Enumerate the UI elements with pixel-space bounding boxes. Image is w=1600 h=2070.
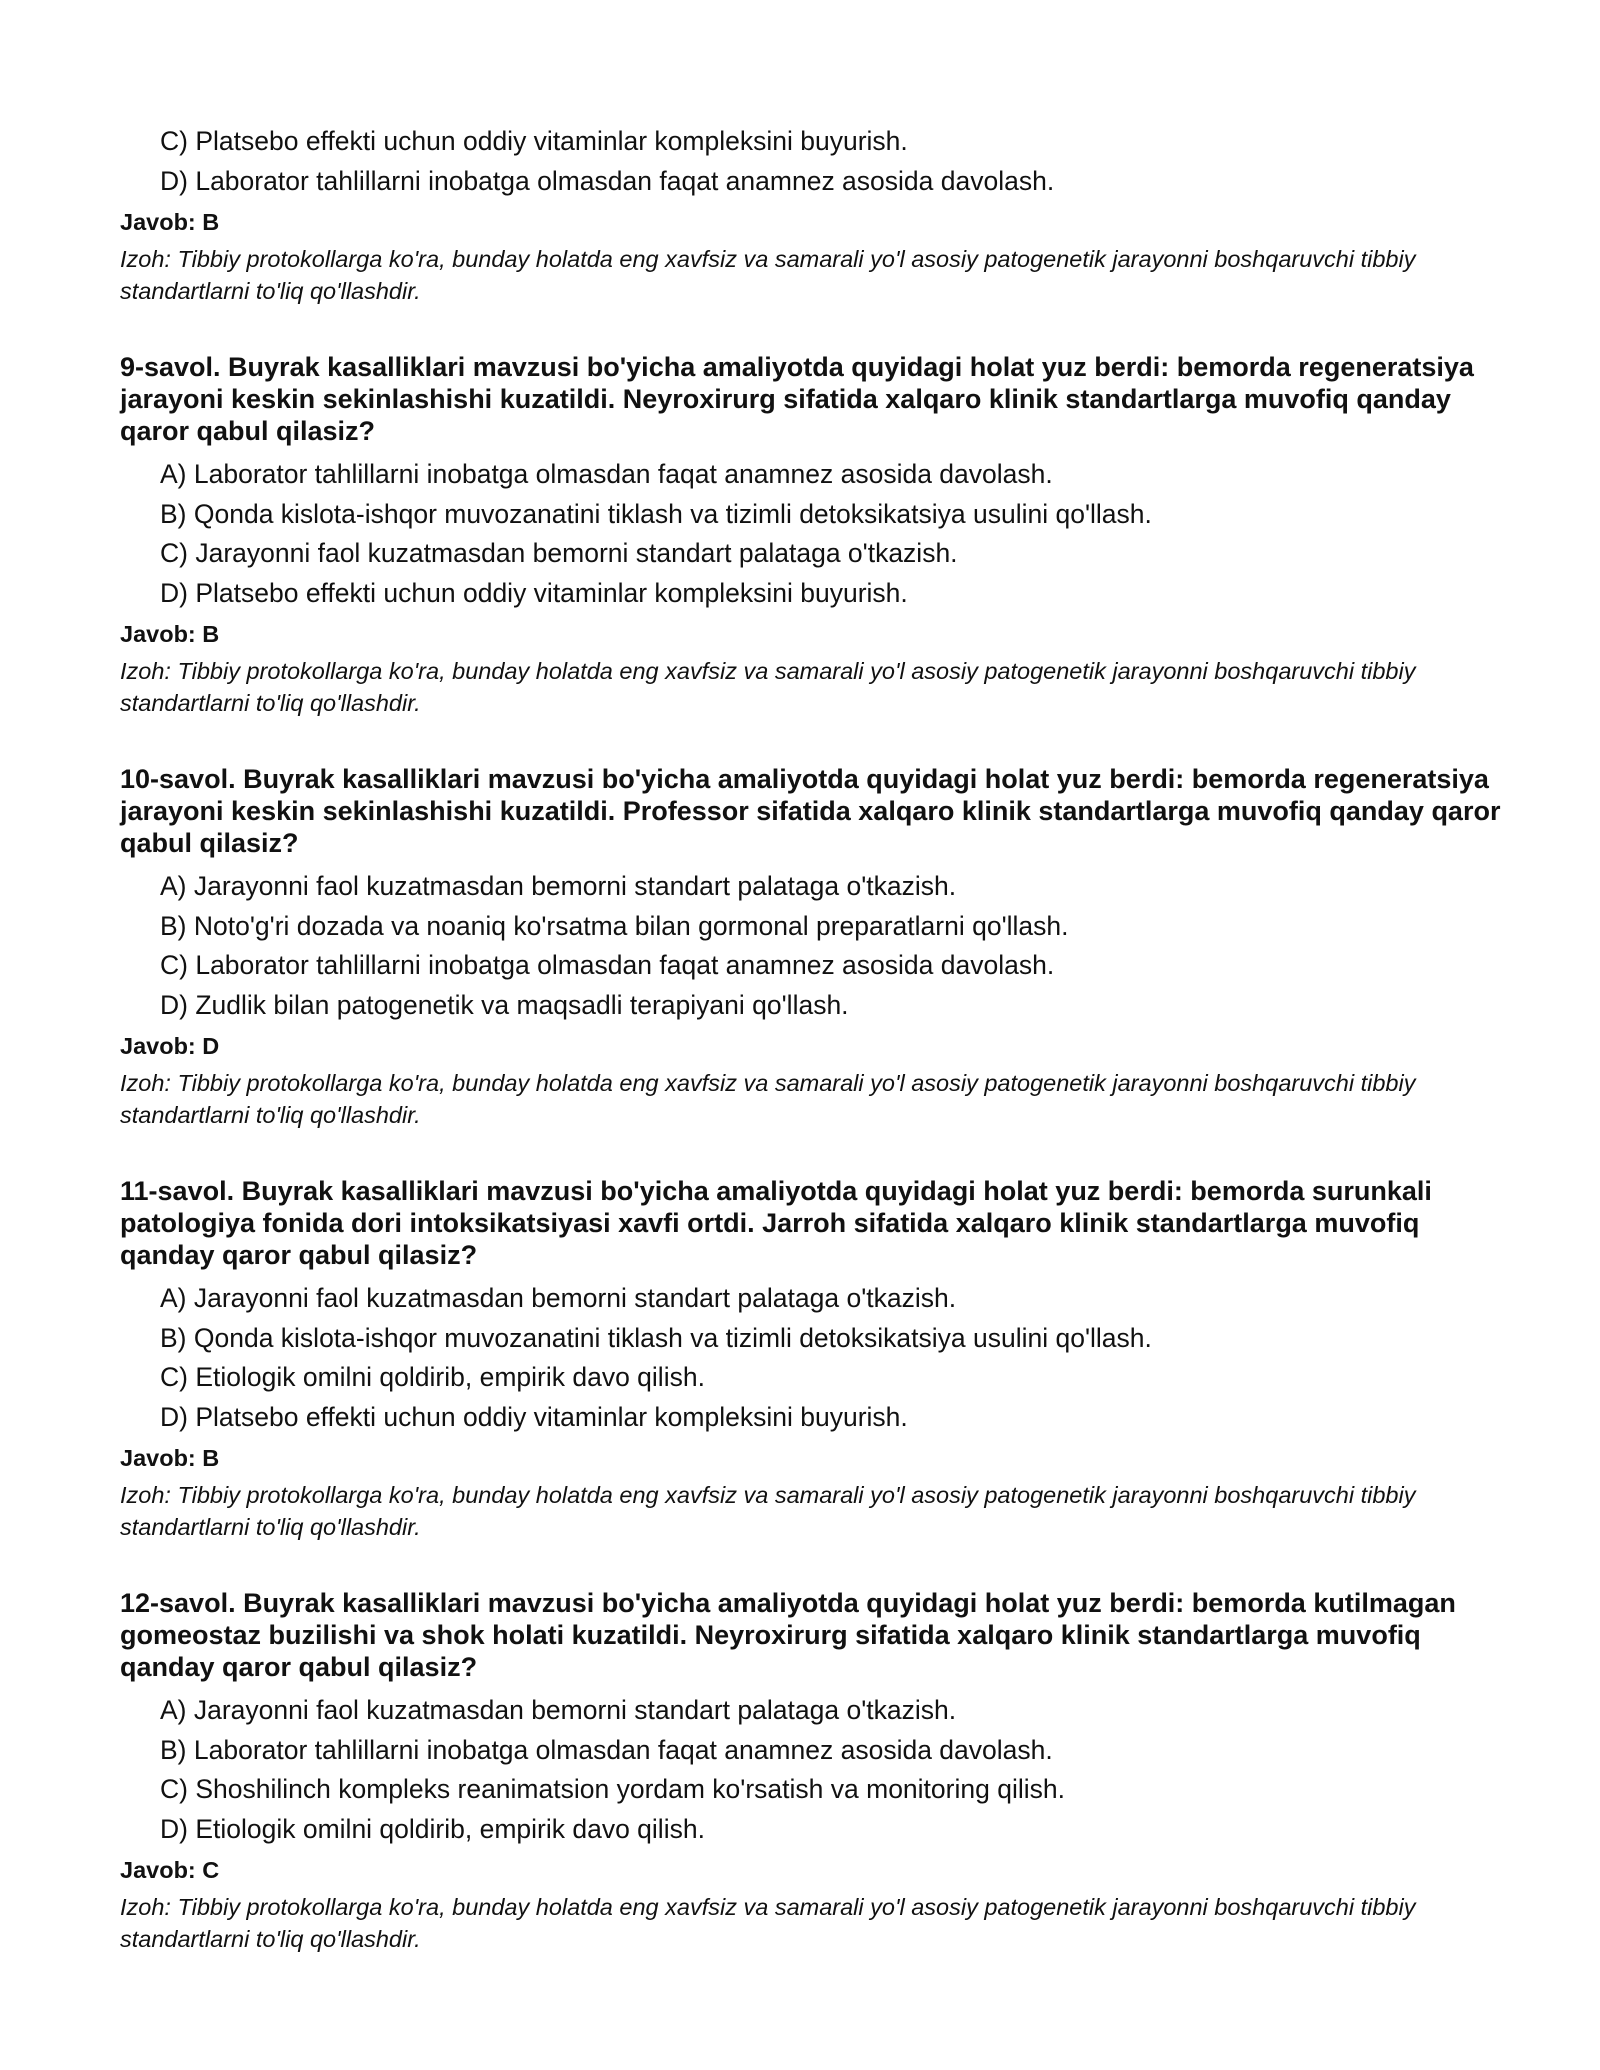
option-a: A) Laborator tahlillarni inobatga olmasdan faqat anamnez asosida davolash.: [160, 459, 1053, 489]
option-c: C) Platsebo effekti uchun oddiy vitaminlar kompleksini buyurish.: [160, 126, 908, 156]
explanation-note: Izoh: Tibbiy protokollarga ko'ra, bunday holatda eng xavfsiz va samarali yo'l asosiy patogenetik jarayonni boshqaruvchi tibbiy standartlarni to'liq qo'llashdir.: [120, 1482, 1416, 1540]
answer-label: Javob: B: [120, 1445, 220, 1471]
option-a: A) Jarayonni faol kuzatmasdan bemorni standart palataga o'tkazish.: [160, 1283, 957, 1313]
answer-label: Javob: B: [120, 621, 220, 647]
option-c: C) Laborator tahlillarni inobatga olmasdan faqat anamnez asosida davolash.: [160, 950, 1055, 980]
option-d: D) Zudlik bilan patogenetik va maqsadli terapiyani qo'llash.: [160, 989, 849, 1020]
explanation-note: Izoh: Tibbiy protokollarga ko'ra, bunday holatda eng xavfsiz va samarali yo'l asosiy patogenetik jarayonni boshqaruvchi tibbiy standartlarni to'liq qo'llashdir.: [120, 246, 1416, 304]
option-c: C) Jarayonni faol kuzatmasdan bemorni standart palataga o'tkazish.: [160, 538, 958, 568]
answer-label: Javob: D: [120, 1033, 220, 1059]
question-9: [120, 351, 1500, 719]
option-c: C) Shoshilinch kompleks reanimatsion yordam ko'rsatish va monitoring qilish.: [160, 1774, 1065, 1804]
question-text: 10-savol. Buyrak kasalliklari mavzusi bo'yicha amaliyotda quyidagi holat yuz berdi: bemorda regeneratsiya jarayoni keskin sekinlashishi kuzatildi. Professor sifatida xalqaro klinik standartlarga muvofiq qanday qaror qabul qilasiz?: [120, 764, 1501, 858]
option-b: B) Noto'g'ri dozada va noaniq ko'rsatma bilan gormonal preparatlarni qo'llash.: [160, 910, 1069, 941]
option-a: A) Jarayonni faol kuzatmasdan bemorni standart palataga o'tkazish.: [160, 871, 957, 901]
explanation-note: Izoh: Tibbiy protokollarga ko'ra, bunday holatda eng xavfsiz va samarali yo'l asosiy patogenetik jarayonni boshqaruvchi tibbiy standartlarni to'liq qo'llashdir.: [120, 1894, 1416, 1952]
answer-label: Javob: B: [120, 209, 220, 235]
question-text: 11-savol. Buyrak kasalliklari mavzusi bo'yicha amaliyotda quyidagi holat yuz berdi: bemorda surunkali patologiya fonida dori intoksikatsiyasi xavfi ortdi. Jarroh sifatida xalqaro klinik standartlarga muvofiq qanday qaror qabul qilasiz?: [120, 1176, 1432, 1270]
explanation-note: Izoh: Tibbiy protokollarga ko'ra, bunday holatda eng xavfsiz va samarali yo'l asosiy patogenetik jarayonni boshqaruvchi tibbiy standartlarni to'liq qo'llashdir.: [120, 1070, 1416, 1128]
question-text: 12-savol. Buyrak kasalliklari mavzusi bo'yicha amaliyotda quyidagi holat yuz berdi: bemorda kutilmagan gomeostaz buzilishi va shok holati kuzatildi. Neyroxirurg sifatida xalqaro klinik standartlarga muvofiq qanday qaror qabul qilasiz?: [120, 1588, 1456, 1682]
option-b: B) Qonda kislota-ishqor muvozanatini tiklash va tizimli detoksikatsiya usulini qo'llash.: [160, 1322, 1152, 1353]
answer-label: Javob: C: [120, 1857, 220, 1883]
option-d: D) Platsebo effekti uchun oddiy vitaminlar kompleksini buyurish.: [160, 577, 908, 608]
option-d: D) Platsebo effekti uchun oddiy vitaminlar kompleksini buyurish.: [160, 1401, 908, 1432]
option-c: C) Etiologik omilni qoldirib, empirik davo qilish.: [160, 1362, 705, 1392]
question-10: [120, 763, 1500, 1131]
option-b: B) Laborator tahlillarni inobatga olmasdan faqat anamnez asosida davolash.: [160, 1734, 1053, 1765]
explanation-note: Izoh: Tibbiy protokollarga ko'ra, bunday holatda eng xavfsiz va samarali yo'l asosiy patogenetik jarayonni boshqaruvchi tibbiy standartlarni to'liq qo'llashdir.: [120, 658, 1416, 716]
option-d: D) Laborator tahlillarni inobatga olmasdan faqat anamnez asosida davolash.: [160, 165, 1055, 196]
question-11: [120, 1175, 1500, 1543]
option-b: B) Qonda kislota-ishqor muvozanatini tiklash va tizimli detoksikatsiya usulini qo'llash.: [160, 498, 1152, 529]
question-12: [120, 1587, 1500, 1955]
question-8-continuation: [120, 122, 1500, 307]
question-text: 9-savol. Buyrak kasalliklari mavzusi bo'yicha amaliyotda quyidagi holat yuz berdi: bemorda regeneratsiya jarayoni keskin sekinlashishi kuzatildi. Neyroxirurg sifatida xalqaro klinik standartlarga muvofiq qanday qaror qabul qilasiz?: [120, 352, 1474, 446]
option-a: A) Jarayonni faol kuzatmasdan bemorni standart palataga o'tkazish.: [160, 1695, 957, 1725]
option-d: D) Etiologik omilni qoldirib, empirik davo qilish.: [160, 1813, 705, 1844]
